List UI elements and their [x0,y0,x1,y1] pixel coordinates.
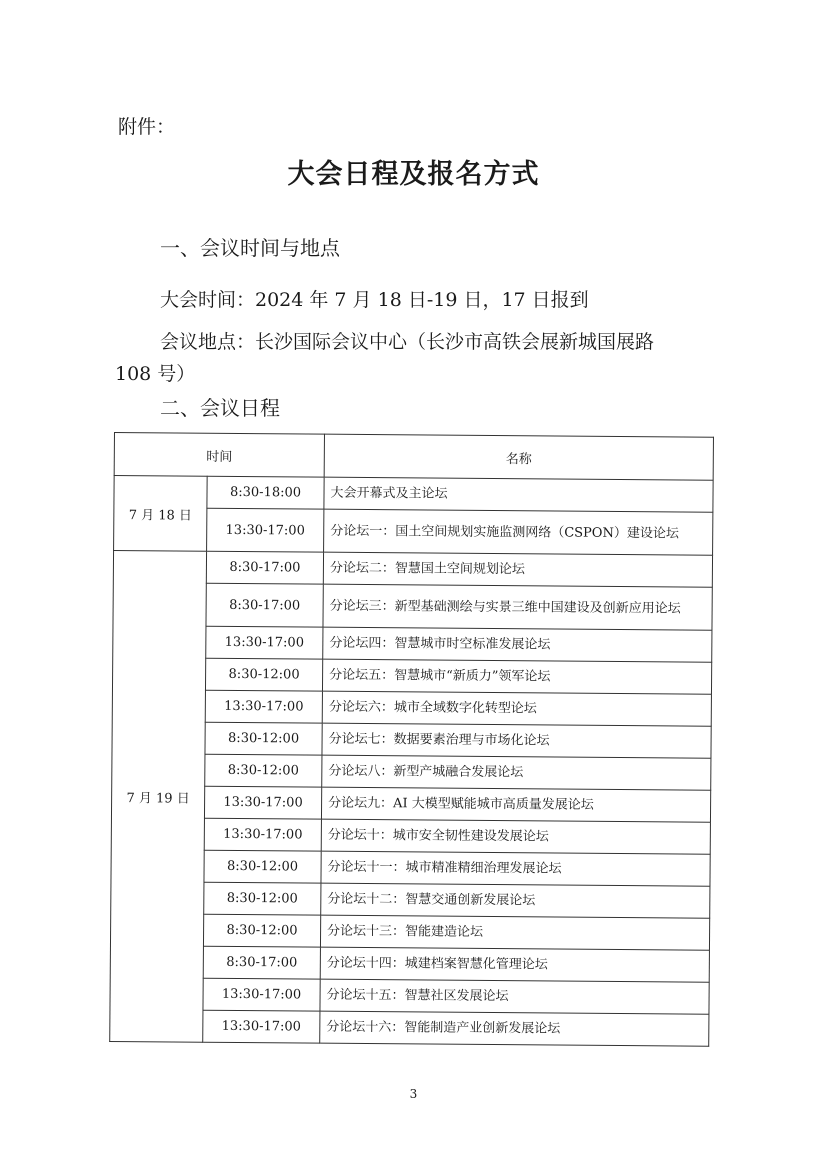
time-cell: 8:30-12:00 [205,658,322,691]
session-name-cell: 分论坛一：国土空间规划实施监测网络（CSPON）建设论坛 [324,509,713,555]
date-cell: 7 月 18 日 [114,476,208,552]
time-cell: 8:30-12:00 [203,914,320,947]
page-title: 大会日程及报名方式 [287,159,540,190]
table-row [114,476,713,513]
page-number: 3 [409,1087,418,1101]
session-name-cell: 分论坛十二：智慧交通创新发展论坛 [321,883,710,918]
section-heading-schedule: 二、会议日程 [160,396,280,420]
session-name-cell: 分论坛八：新型产城融合发展论坛 [322,755,711,790]
session-name-cell: 分论坛四：智慧城市时空标准发展论坛 [323,627,712,662]
session-name-cell: 分论坛十一：城市精准精细治理发展论坛 [321,851,710,886]
date-cell: 7 月 19 日 [110,551,207,1043]
time-cell: 8:30-12:00 [204,850,321,883]
time-cell: 8:30-17:00 [203,946,320,979]
session-name-cell: 分论坛二：智慧国土空间规划论坛 [323,552,712,587]
session-name-cell: 分论坛十六：智能制造产业创新发展论坛 [320,1011,709,1046]
table-header-row [114,433,713,481]
session-name-cell: 分论坛十：城市安全韧性建设发展论坛 [321,819,710,854]
session-name-cell: 分论坛三：新型基础测绘与实景三维中国建设及创新应用论坛 [323,584,712,630]
meeting-place-text-cont: 108 号） [115,363,196,385]
attachment-label: 附件： [118,116,176,138]
time-cell: 13:30-17:00 [203,978,320,1011]
session-name-cell: 分论坛六：城市全域数字化转型论坛 [322,691,711,726]
time-cell: 8:30-17:00 [206,583,323,627]
session-name-cell: 分论坛十五：智慧社区发展论坛 [320,979,709,1014]
session-name-cell: 分论坛五：智慧城市“新质力”领军论坛 [322,659,711,694]
time-cell: 8:30-18:00 [207,476,324,509]
schedule-body [110,476,713,1047]
time-cell: 13:30-17:00 [203,1010,320,1043]
time-cell: 8:30-12:00 [204,882,321,915]
section-heading-time-place: 一、会议时间与地点 [160,236,340,260]
meeting-place-text: 会议地点：长沙国际会议中心（长沙市高铁会展新城国展路 [160,331,655,353]
time-cell: 13:30-17:00 [206,626,323,659]
time-cell: 13:30-17:00 [207,508,324,552]
time-cell: 8:30-17:00 [206,551,323,584]
session-name-cell: 分论坛十四：城建档案智慧化管理论坛 [320,947,709,982]
time-cell: 8:30-12:00 [205,754,322,787]
time-cell: 13:30-17:00 [205,690,322,723]
session-name-cell: 大会开幕式及主论坛 [324,477,713,512]
header-time: 时间 [114,433,324,478]
session-name-cell: 分论坛九：AI 大模型赋能城市高质量发展论坛 [321,787,710,822]
meeting-time-text: 大会时间：2024 年 7 月 18 日-19 日，17 日报到 [160,289,589,311]
time-cell: 13:30-17:00 [204,818,321,851]
time-cell: 13:30-17:00 [204,786,321,819]
header-name: 名称 [324,434,713,480]
table-row [113,551,712,588]
time-cell: 8:30-12:00 [205,722,322,755]
session-name-cell: 分论坛七：数据要素治理与市场化论坛 [322,723,711,758]
schedule-table [109,432,714,1047]
session-name-cell: 分论坛十三：智能建造论坛 [320,915,709,950]
